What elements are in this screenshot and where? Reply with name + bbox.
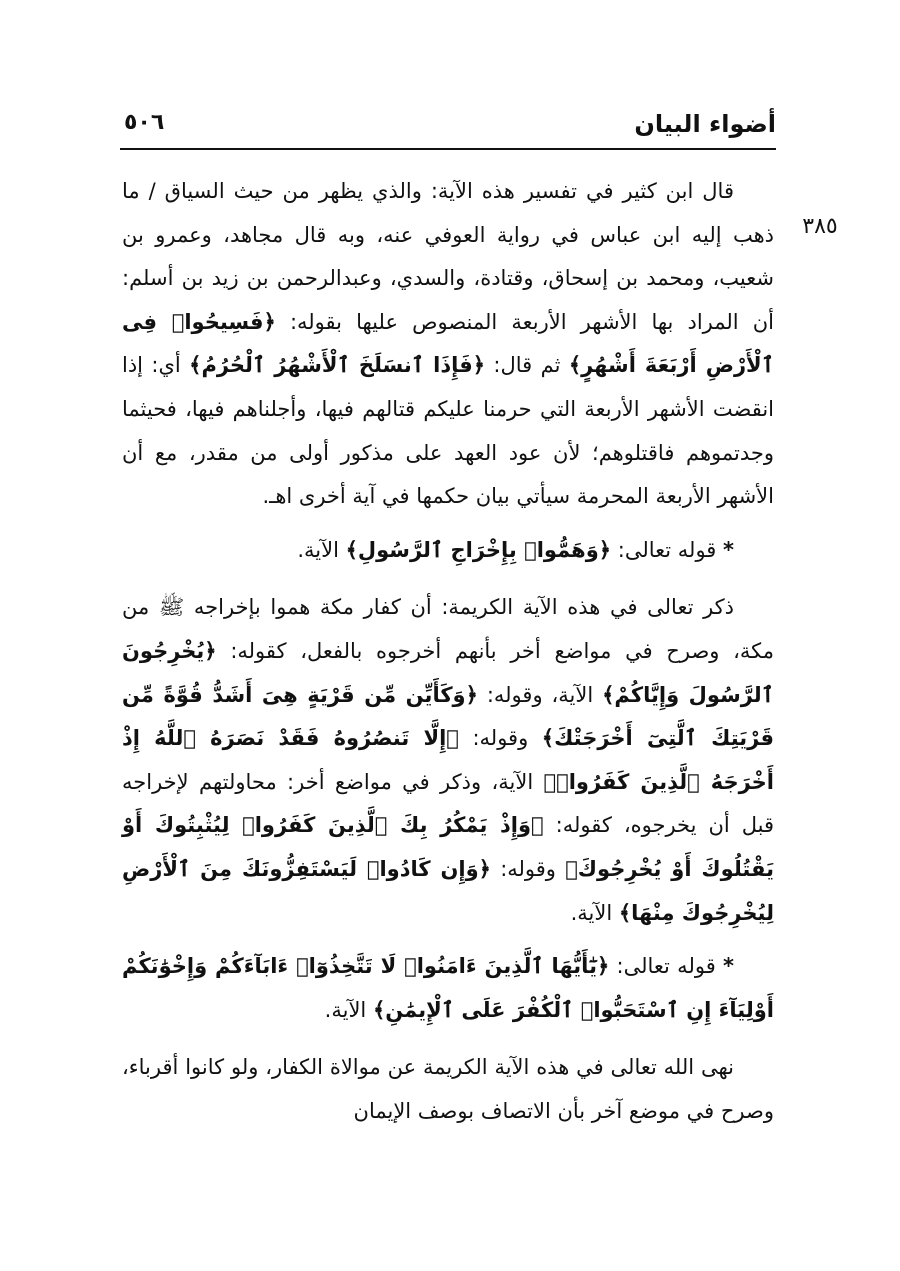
text-run: الآية، وقوله: <box>477 682 603 707</box>
text-run: الآية، وذكر في مواضع أخر: محاولتهم لإخراجه قبل أن يخرجوه، كقوله: <box>122 769 774 838</box>
quran-quote: ﴿يَٰٓأَيُّهَا ٱلَّذِينَ ءَامَنُوا۟ لَا تَتَّخِذُوٓا۟ ءَابَآءَكُمْ وَإِخْوَٰنَكُمْ أَوْلِيَآءَ إِنِ ٱسْتَحَبُّوا۟ ٱلْكُفْرَ عَلَى ٱلْإِيمَٰنِ﴾ <box>122 954 774 1022</box>
quran-quote: ﴿وَكَأَيِّن مِّن قَرْيَةٍ هِىَ أَشَدُّ قُوَّةً مِّن قَرْيَتِكَ ٱلَّتِىٓ أَخْرَجَتْكَ﴾ <box>122 682 774 751</box>
text-run: قال ابن كثير في تفسير هذه الآية: والذي يظهر من حيث السياق / ما ذهب إليه ابن عباس في رواية العوفي عنه، وبه قال مجاهد، وعمرو بن شعيب، ومحمد بن إسحاق، وقتادة، والسدي، وعبدالرحمن بن زيد بن أسلم: أن المراد بها الأشهر الأربعة المنصوص عليها بقوله: <box>122 179 774 334</box>
text-run: الآية. <box>297 537 346 562</box>
quran-quote: ﴿وَهَمُّوا۟ بِإِخْرَاجِ ٱلرَّسُولِ﴾ <box>345 537 612 562</box>
text-run: ذكر تعالى في هذه الآية الكريمة: أن كفار مكة هموا بإخراجه ﷺ من مكة، وصرح في مواضع أخر بأنهم أخرجوه بالفعل، كقوله: <box>122 595 774 663</box>
heading-star: * <box>723 537 734 562</box>
quran-quote: ﴿فَسِيحُوا۟ فِى ٱلْأَرْضِ أَرْبَعَةَ أَشْهُرٍ﴾ <box>122 309 774 378</box>
paragraph-expulsion <box>122 586 774 935</box>
text-run: ثم قال: <box>485 353 569 378</box>
body-text <box>122 170 774 1133</box>
text-run: قوله تعالى: <box>611 537 724 562</box>
text-run: قوله تعالى: <box>609 954 724 979</box>
header-rule <box>120 148 776 150</box>
quran-quote: ﴿إِلَّا تَنصُرُوهُ فَقَدْ نَصَرَهُ ٱللَّهُ إِذْ أَخْرَجَهُ ٱلَّذِينَ كَفَرُوا۟﴾ <box>122 726 774 794</box>
quran-quote: ﴿فَإِذَا ٱنسَلَخَ ٱلْأَشْهُرُ ٱلْحُرُمُ﴾ <box>189 353 486 378</box>
running-title: أضواء البيان <box>634 110 776 138</box>
quran-quote: ﴿وَإِذْ يَمْكُرُ بِكَ ٱلَّذِينَ كَفَرُوا۟ لِيُثْبِتُوكَ أَوْ يَقْتُلُوكَ أَوْ يُخْرِجُوكَ﴾ <box>122 813 774 881</box>
text-run: وقوله: <box>490 856 566 881</box>
paragraph-ibn-kathir <box>122 170 774 519</box>
text-run: نهى الله تعالى في هذه الآية الكريمة عن موالاة الكفار، ولو كانوا أقرباء، وصرح في موضع آخر بأن الاتصاف بوصف الإيمان <box>122 1055 774 1123</box>
heading-star: * <box>723 954 734 979</box>
quran-quote: ﴿وَإِن كَادُوا۟ لَيَسْتَفِزُّونَكَ مِنَ ٱلْأَرْضِ لِيُخْرِجُوكَ مِنْهَا﴾ <box>122 856 774 925</box>
text-run: الآية. <box>570 900 619 925</box>
page-header <box>120 104 776 148</box>
text-run: الآية. <box>324 997 373 1022</box>
paragraph-allies <box>122 1046 774 1133</box>
verse-heading-expulsion <box>122 529 774 573</box>
text-run: وقوله: <box>458 726 542 751</box>
margin-page-marker: ٣٨٥ <box>802 214 838 239</box>
page-number: ٥٠٦ <box>124 110 165 135</box>
text-run: أي: إذا انقضت الأشهر الأربعة التي حرمنا عليكم قتالهم فيها، وأجلناهم فيها، فحيثما وجدتموهم فاقتلوهم؛ لأن عود العهد على مذكور أولى من مقدر، مع أن الأشهر الأربعة المحرمة سيأتي بيان حكمها في آية أخرى اهـ. <box>122 353 774 509</box>
quran-quote: ﴿يُخْرِجُونَ ٱلرَّسُولَ وَإِيَّاكُمْ﴾ <box>122 638 774 707</box>
verse-heading-allies <box>122 945 774 1032</box>
